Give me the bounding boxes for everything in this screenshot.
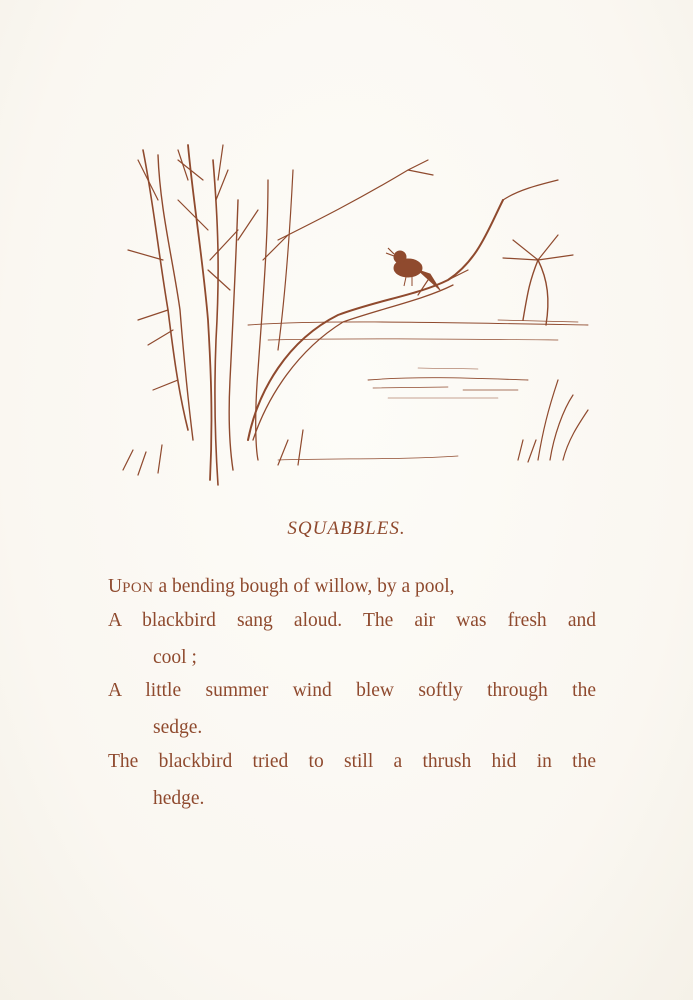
poem-line-2-continued: cool ; xyxy=(153,647,197,668)
poem-line-2: A blackbird sang aloud. The air was fresh and xyxy=(108,610,596,631)
small-caps-word: PON xyxy=(122,580,154,596)
poem-line-4-continued: hedge. xyxy=(153,788,205,809)
poem-title: SQUABBLES. xyxy=(287,518,406,539)
poem-line-4: The blackbird tried to still a thrush hid in the xyxy=(108,751,596,772)
poem-line-1 xyxy=(108,576,455,598)
drop-letter: U xyxy=(108,576,123,597)
poem-line-3: A little summer wind blew softly through the xyxy=(108,680,596,701)
poem-line-1-text: a bending bough of willow, by a pool, xyxy=(153,576,455,597)
poem-line-3-continued: sedge. xyxy=(153,717,203,738)
